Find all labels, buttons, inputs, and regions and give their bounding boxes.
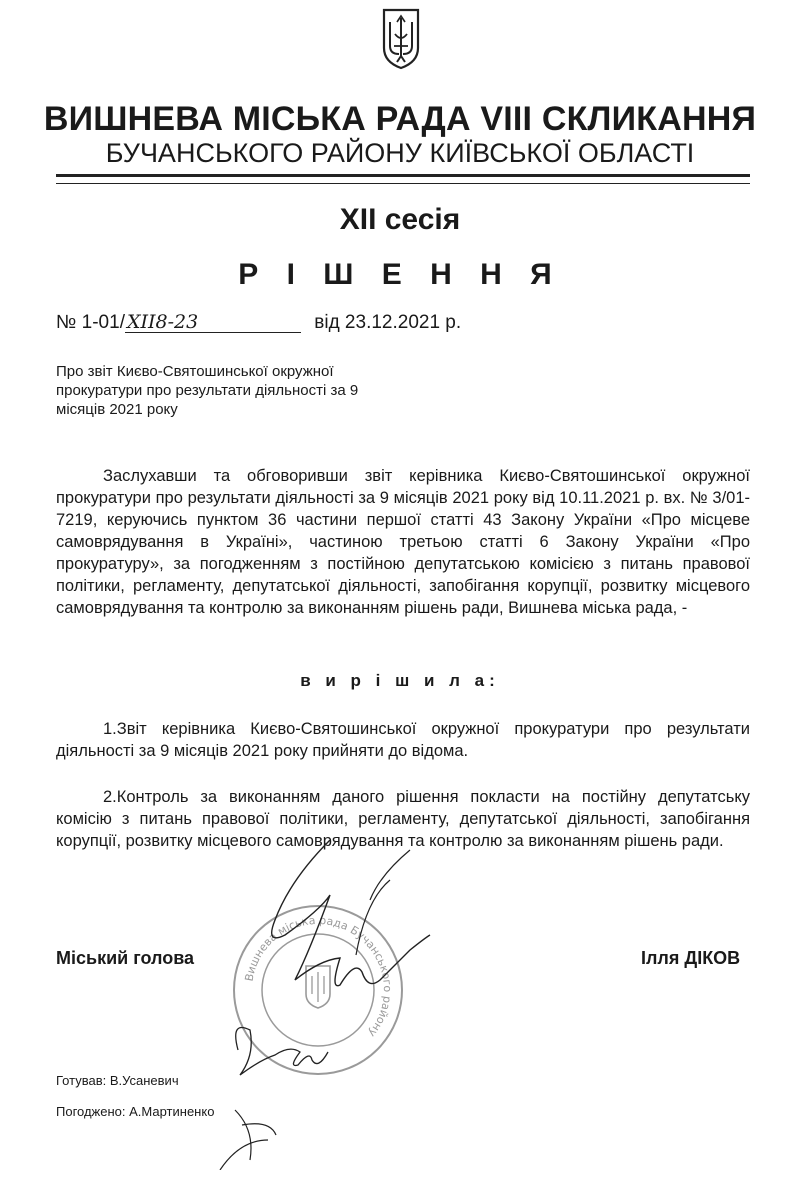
decision-item-1 <box>56 718 750 762</box>
preamble-text: Заслухавши та обговоривши звіт керівника Києво-Святошинської окружної прокуратури про результати діяльності за 9 місяців 2021 року від 10.11.2021 р. вх. № 3/01-7219, керуючись пунктом 36 частини першої статті 43 Закону України «Про місцеве самоврядування в Україні», частиною третьою статті 6 Закону України «Про прокуратуру», за погодженням з постійною депутатською комісією з питань правової політики, регламенту, депутатської діяльності, запобігання корупції, розвитку місцевого самоврядування та контролю за виконанням рішень ради, Вишнева міська рада, - <box>56 467 750 617</box>
decision-item-text: 1.Звіт керівника Києво-Святошинської окружної прокуратури про результати діяльності за 9 місяців 2021 року прийняти до відома. <box>56 720 750 760</box>
prepared-by: Готував: В.Усаневич <box>56 1073 179 1088</box>
handwritten-signature <box>180 840 500 1170</box>
session-title: XII сесія <box>339 203 461 236</box>
trident-coat-of-arms-icon <box>381 8 421 70</box>
signatory-title: Міський голова <box>56 948 195 968</box>
decision-number-handwritten: XII8-23 <box>125 312 301 333</box>
agreed-by: Погоджено: А.Мартиненко <box>56 1104 215 1119</box>
decision-subject: Про звіт Києво-Святошинської окружної прокуратури про результати діяльності за 9 місяців 2021 року <box>56 363 359 418</box>
preamble-paragraph <box>56 465 750 619</box>
document-type-heading: Р І Ш Е Н Н Я <box>238 258 562 291</box>
signatory-name: Ілля ДІКОВ <box>641 948 741 968</box>
decision-date: від 23.12.2021 р. <box>314 312 462 333</box>
decided-heading: в и р і ш и л а: <box>300 671 500 690</box>
district-subtitle: БУЧАНСЬКОГО РАЙОНУ КИЇВСЬКОЇ ОБЛАСТІ <box>105 138 695 168</box>
header-divider <box>56 174 750 184</box>
decision-item-text: 2.Контроль за виконанням даного рішення покласти на постійну депутатську комісію з питань правової політики, регламенту, депутатської діяльності, запобігання корупції, розвитку місцевого самоврядування та контролю за виконанням рішень ради. <box>56 788 750 850</box>
council-title: ВИШНЕВА МІСЬКА РАДА VIII СКЛИКАННЯ <box>43 100 757 138</box>
decision-number-prefix: № 1-01/ <box>56 312 125 333</box>
svg-text:Вишнева міська рада Бучанськог: Вишнева міська рада Бучанського району <box>242 913 395 1040</box>
decision-number-line <box>56 312 461 334</box>
